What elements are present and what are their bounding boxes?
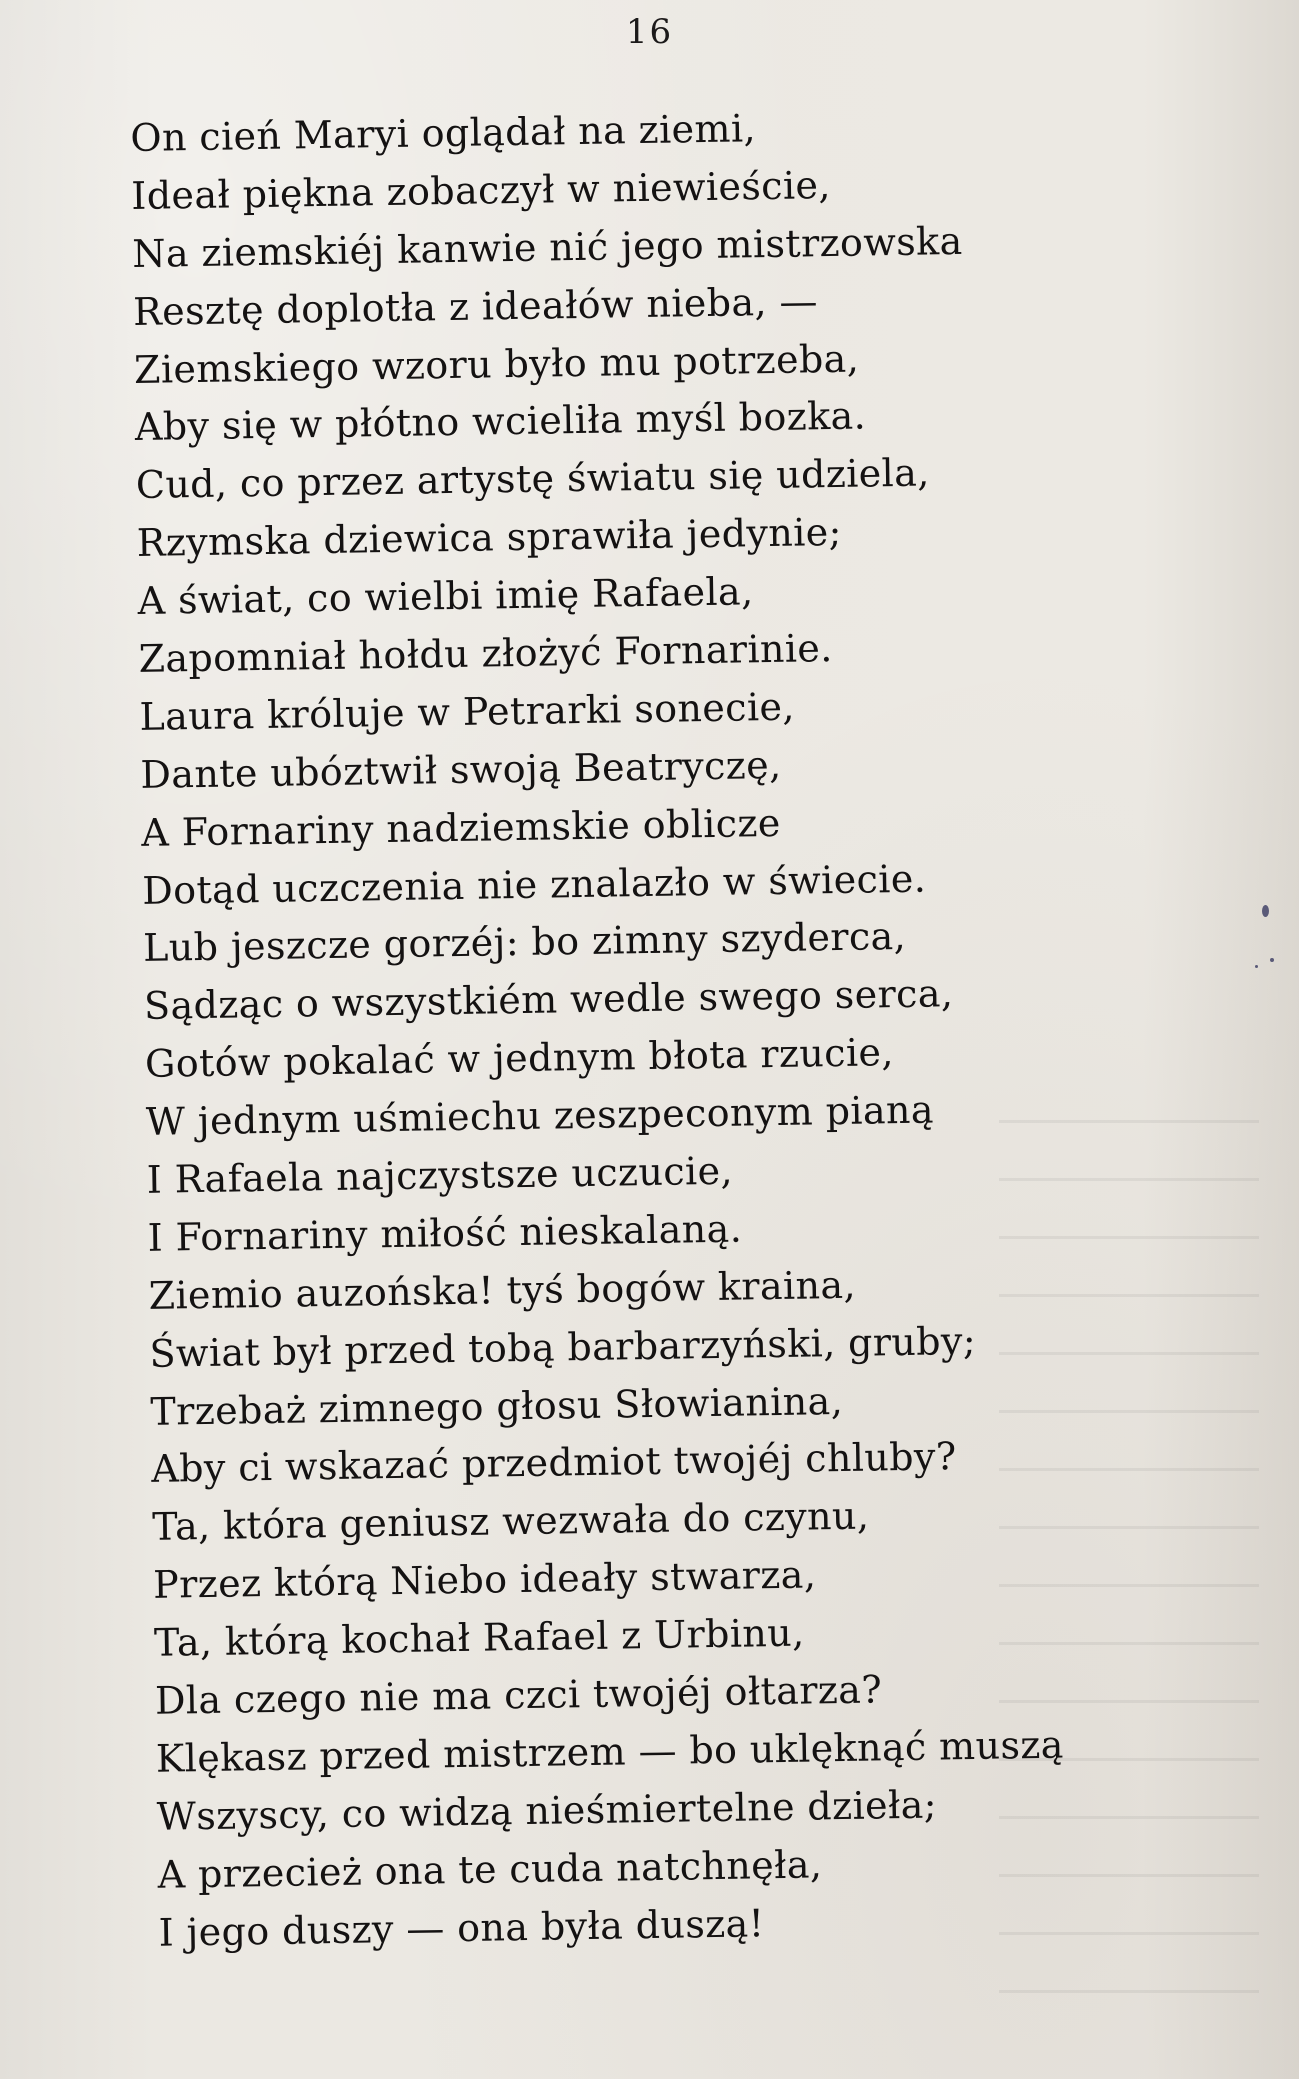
poem-line: Świat był przed tobą barbarzyński, gruby; bbox=[149, 1318, 977, 1376]
poem-line: Zapomniał hołdu złożyć Fornarinie. bbox=[138, 626, 834, 681]
poem-line: Na ziemskiéj kanwie nić jego mistrzowska bbox=[131, 218, 963, 276]
poem-line: Dla czego nie ma czci twojéj ołtarza? bbox=[154, 1667, 883, 1723]
poem-line: Aby się w płótno wcieliła myśl bozka. bbox=[134, 393, 867, 450]
poem-line: Rzymska dziewica sprawiła jedynie; bbox=[136, 510, 843, 566]
poem-line: Przez którą Niebo ideały stwarza, bbox=[152, 1552, 817, 1608]
poem-line: A przecież ona te cuda natchnęła, bbox=[157, 1842, 823, 1897]
poem-line: Ta, którą kochał Rafael z Urbinu, bbox=[153, 1610, 805, 1665]
poem-line: Ta, która geniusz wezwała do czynu, bbox=[151, 1493, 870, 1550]
ink-speck bbox=[1255, 965, 1258, 968]
poem-line: On cień Maryi oglądał na ziemi, bbox=[130, 106, 757, 160]
poem-line: I Rafaela najczystsze uczucie, bbox=[146, 1148, 734, 1202]
poem-line: Ziemio auzońska! tyś bogów kraina, bbox=[148, 1262, 857, 1318]
poem bbox=[130, 93, 1259, 1963]
poem-line: Sądząc o wszystkiém wedle swego serca, bbox=[143, 971, 954, 1029]
page-number: 16 bbox=[625, 12, 674, 52]
poem-line: Wszyscy, co widzą nieśmiertelne dzieła; bbox=[156, 1782, 938, 1839]
poem-line: W jednym uśmiechu zeszpeconym pianą bbox=[145, 1087, 935, 1145]
poem-line: Resztę doplotła z ideałów nieba, — bbox=[132, 278, 819, 334]
poem-line: Trzebaż zimnego głosu Słowianina, bbox=[150, 1378, 844, 1434]
poem-line: Ideał piękna zobaczył w niewieście, bbox=[131, 162, 832, 218]
poem-line: Cud, co przez artystę światu się udziela, bbox=[135, 450, 931, 508]
poem-line: Dotąd uczczenia nie znalazło w świecie. bbox=[141, 856, 927, 913]
poem-line: Gotów pokalać w jednym błota rzucie, bbox=[144, 1030, 895, 1087]
poem-line: A Fornariny nadziemskie oblicze bbox=[141, 800, 782, 855]
ink-speck bbox=[1262, 905, 1269, 917]
poem-line: Laura króluje w Petrarki sonecie, bbox=[139, 684, 796, 739]
poem-line: I jego duszy — ona była duszą! bbox=[158, 1900, 765, 1955]
poem-line: Klękasz przed mistrzem — bo uklęknąć muszą bbox=[155, 1722, 1065, 1781]
poem-line: A świat, co wielbi imię Rafaela, bbox=[137, 569, 754, 624]
poem-line: Lub jeszcze gorzéj: bo zimny szyderca, bbox=[142, 914, 907, 971]
ink-speck bbox=[1270, 958, 1274, 962]
poem-line: Dante ubóztwił swoją Beatryczę, bbox=[140, 742, 782, 797]
poem-line: Ziemskiego wzoru było mu potrzeba, bbox=[133, 336, 860, 392]
poem-line: I Fornariny miłość nieskalaną. bbox=[147, 1206, 743, 1260]
poem-line: Aby ci wskazać przedmiot twojéj chluby? bbox=[151, 1434, 957, 1492]
